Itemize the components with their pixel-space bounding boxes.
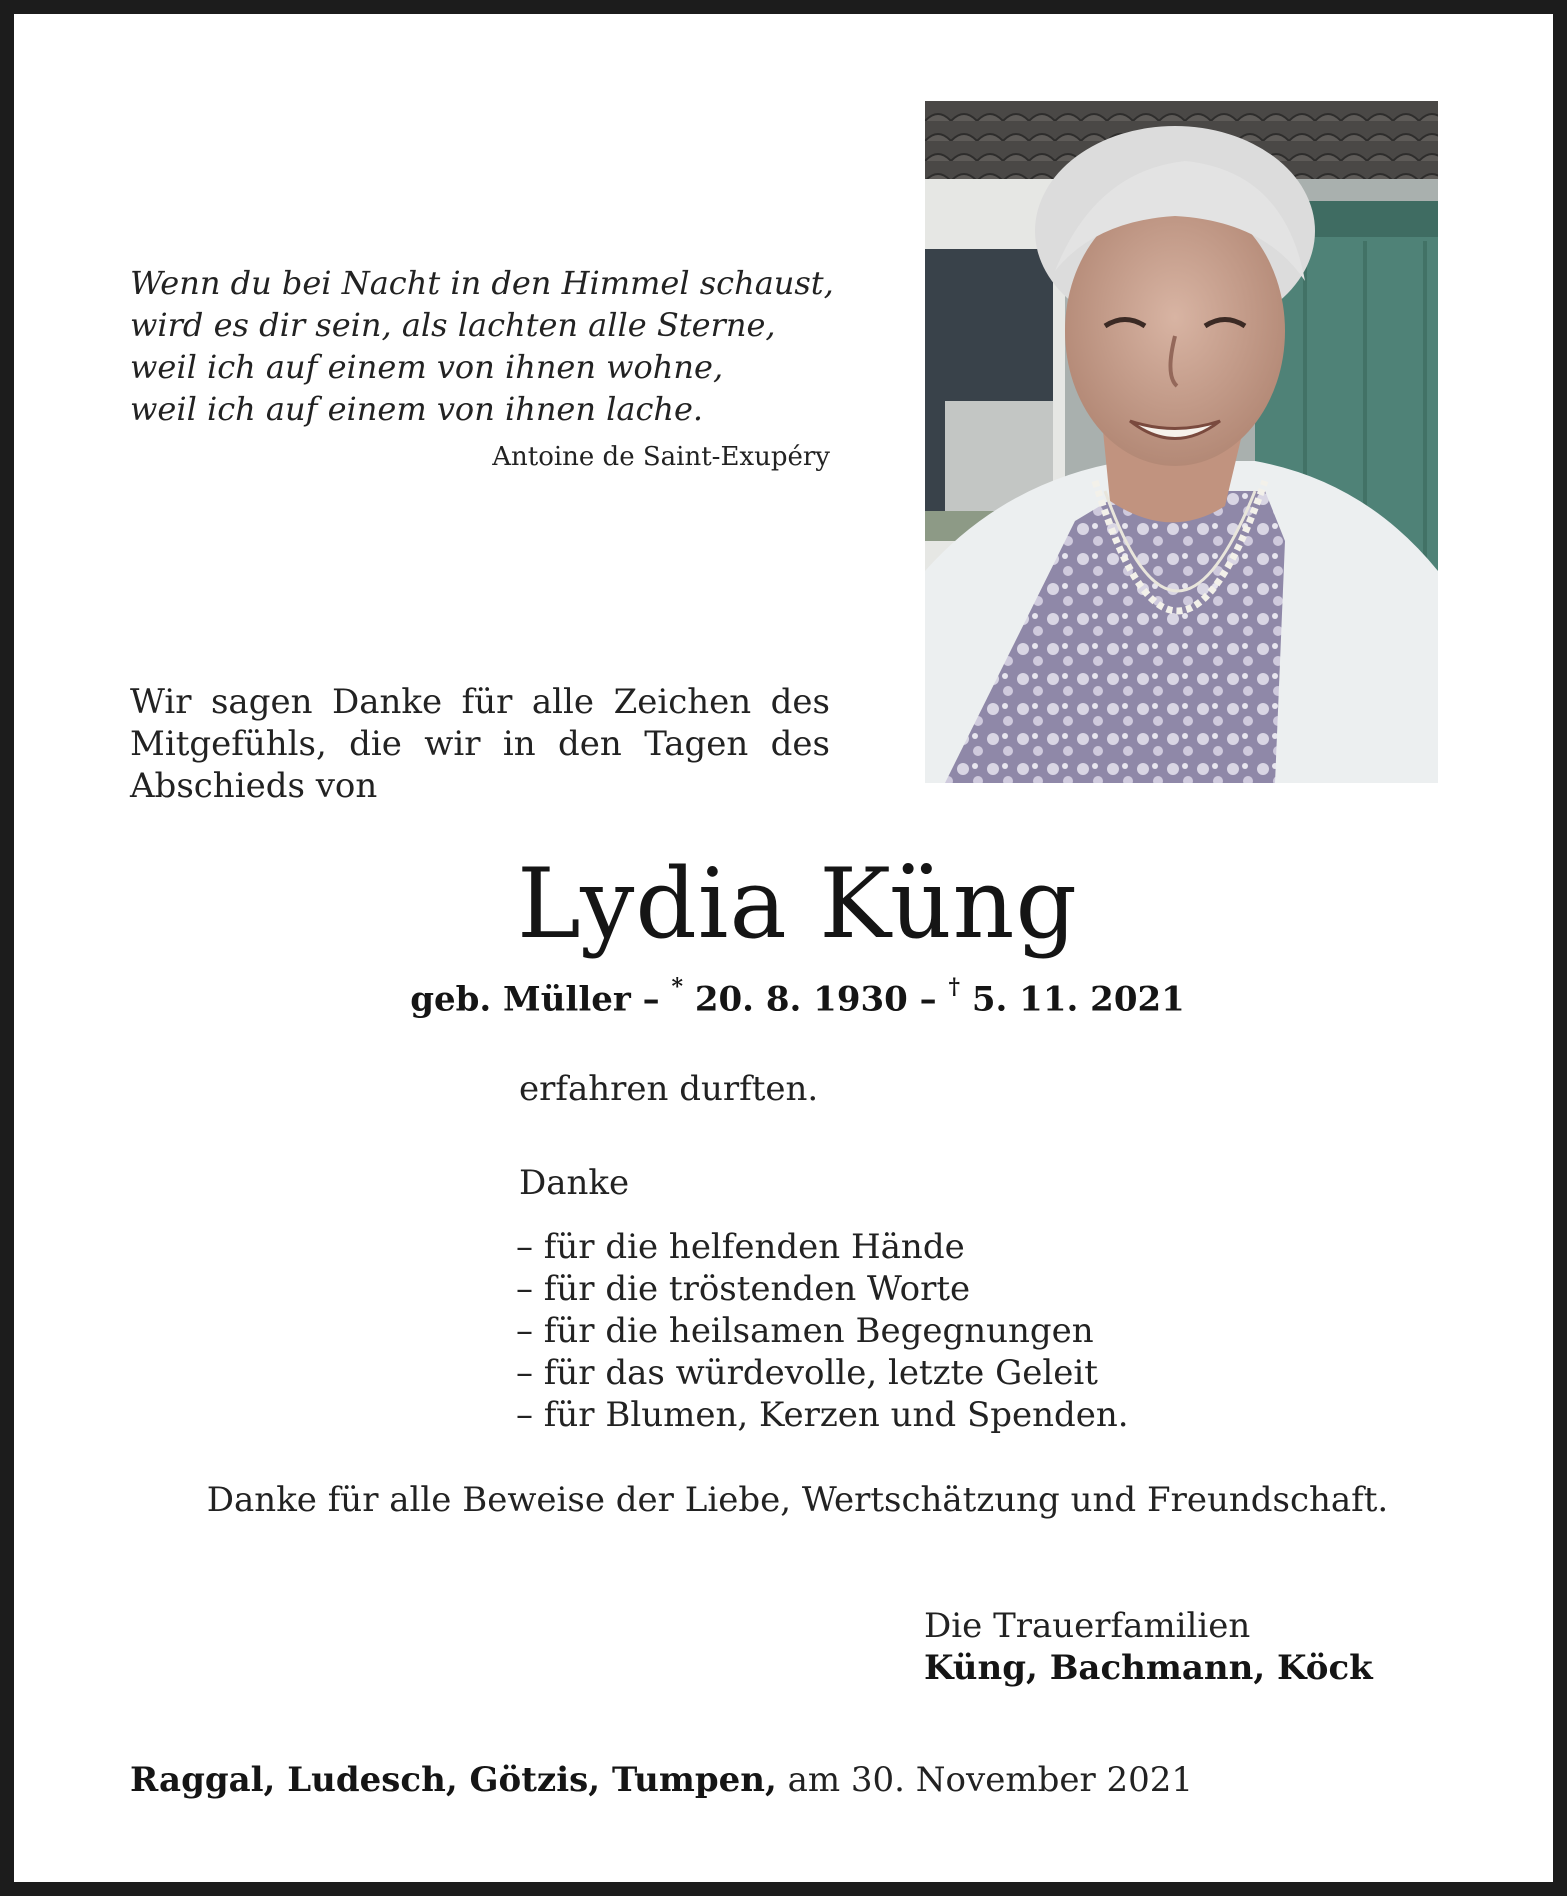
family-label: Die Trauerfamilien (924, 1606, 1251, 1646)
list-item: – für die helfenden Hände (516, 1227, 965, 1267)
list-item: – für das würdevolle, letzte Geleit (516, 1353, 1098, 1393)
thanks-list (516, 1226, 1129, 1436)
dash-separator: – (630, 979, 672, 1020)
dash-separator: – (907, 979, 949, 1020)
quote-line: Wenn du bei Nacht in den Himmel schaust, (130, 264, 834, 302)
list-item: – für Blumen, Kerzen und Spenden. (516, 1395, 1129, 1435)
intro-text: Wir sagen Danke für alle Zeichen des Mitgefühls, die wir in den Tagen des Abschieds von (130, 682, 830, 806)
places: Raggal, Ludesch, Götzis, Tumpen, (130, 1760, 777, 1800)
list-item: – für die tröstenden Worte (516, 1269, 971, 1309)
date: am 30. November 2021 (776, 1760, 1194, 1800)
family-names: Küng, Bachmann, Köck (924, 1648, 1373, 1688)
thanks-heading: Danke (519, 1163, 630, 1203)
closing-text: Danke für alle Beweise der Liebe, Wertschätzung und Freundschaft. (206, 1480, 1389, 1520)
death-symbol: † (948, 974, 960, 1000)
quote-line: wird es dir sein, als lachten alle Sterne, (130, 306, 776, 344)
birth-symbol: * (671, 974, 683, 1000)
quote-line: weil ich auf einem von ihnen wohne, (130, 348, 724, 386)
birth-name: geb. Müller (410, 979, 631, 1020)
list-item: – für die heilsamen Begegnungen (516, 1311, 1094, 1351)
birth-date: 20. 8. 1930 (683, 979, 908, 1020)
quote-line: weil ich auf einem von ihnen lache. (130, 390, 704, 428)
portrait-photo (925, 101, 1438, 783)
quote-block (130, 262, 834, 430)
life-dates (14, 974, 1567, 1020)
death-date: 5. 11. 2021 (960, 979, 1185, 1020)
quote-author: Antoine de Saint-Exupéry (492, 442, 830, 472)
place-date-line (130, 1760, 1193, 1800)
portrait-image (925, 101, 1438, 783)
after-name-text: erfahren durften. (519, 1069, 819, 1109)
deceased-name: Lydia Küng (517, 848, 1078, 960)
